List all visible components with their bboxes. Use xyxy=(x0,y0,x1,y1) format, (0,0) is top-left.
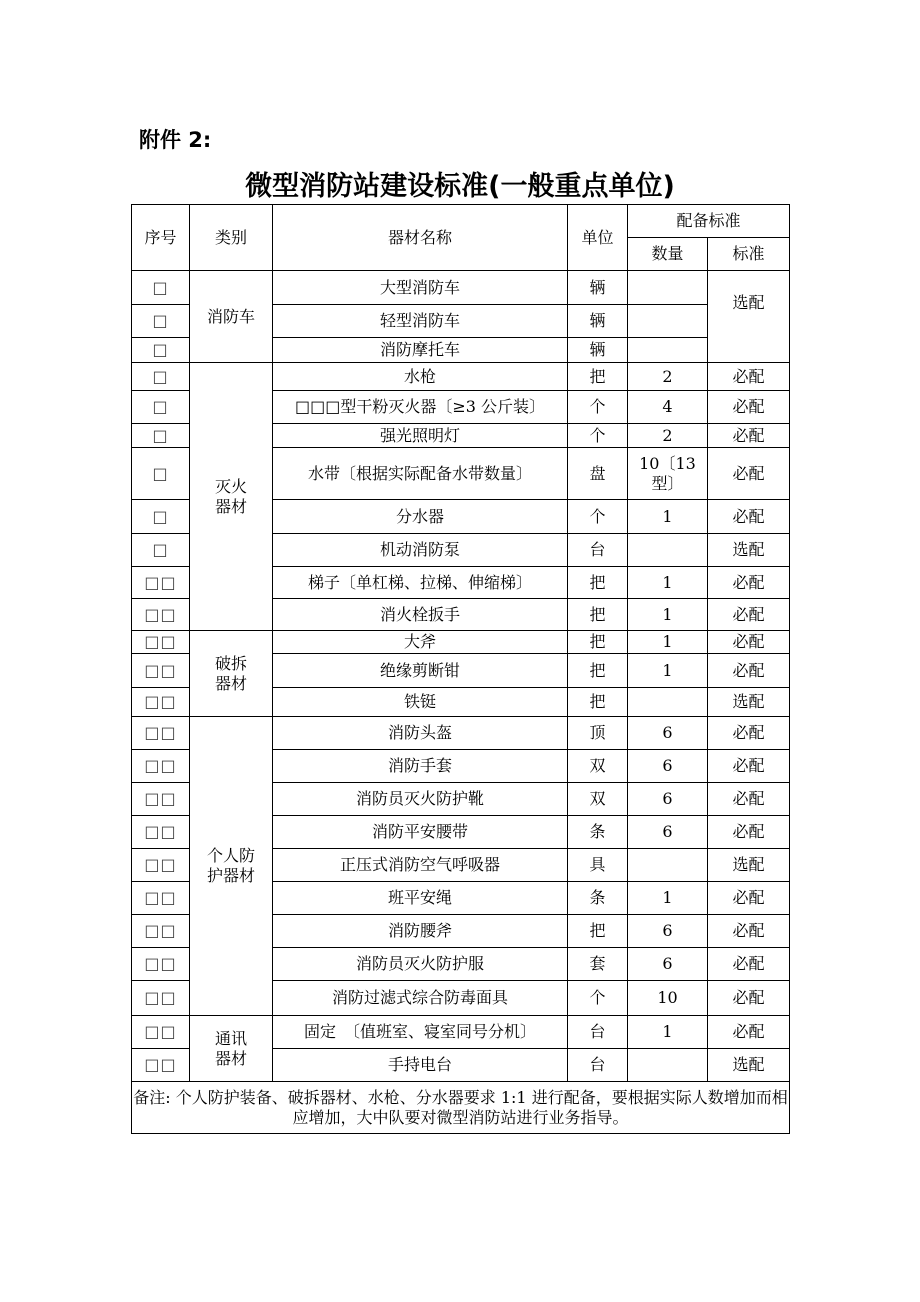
category-cell: 消防车 xyxy=(190,271,273,363)
row-std: 必配 xyxy=(708,783,790,816)
row-std: 必配 xyxy=(708,631,790,654)
row-qty xyxy=(628,305,708,338)
row-name: 手持电台 xyxy=(273,1049,568,1082)
row-seq: □□ xyxy=(132,688,190,717)
category-cell: 通讯器材 xyxy=(190,1016,273,1082)
row-seq: □ xyxy=(132,391,190,424)
row-unit: 双 xyxy=(568,783,628,816)
row-name: 水枪 xyxy=(273,363,568,391)
row-unit: 个 xyxy=(568,391,628,424)
row-unit: 把 xyxy=(568,915,628,948)
row-name: 消火栓扳手 xyxy=(273,599,568,631)
row-std: 必配 xyxy=(708,567,790,599)
row-std: 必配 xyxy=(708,882,790,915)
row-qty: 1 xyxy=(628,599,708,631)
row-seq: □□ xyxy=(132,717,190,750)
row-qty: 2 xyxy=(628,363,708,391)
row-unit: 台 xyxy=(568,1016,628,1049)
row-seq: □ xyxy=(132,534,190,567)
row-seq: □□ xyxy=(132,882,190,915)
row-unit: 把 xyxy=(568,631,628,654)
row-qty: 4 xyxy=(628,391,708,424)
row-std: 必配 xyxy=(708,448,790,500)
table-row xyxy=(132,717,790,750)
row-seq: □ xyxy=(132,338,190,363)
row-seq: □□ xyxy=(132,567,190,599)
header-standard: 标准 xyxy=(708,238,790,271)
row-name: 梯子〔单杠梯、拉梯、伸缩梯〕 xyxy=(273,567,568,599)
category-cell: 个人防护器材 xyxy=(190,717,273,1016)
row-std: 选配 xyxy=(708,1049,790,1082)
row-unit: 盘 xyxy=(568,448,628,500)
row-unit: 辆 xyxy=(568,305,628,338)
row-seq: □ xyxy=(132,500,190,534)
equipment-table xyxy=(131,204,790,1134)
row-std: 必配 xyxy=(708,750,790,783)
row-seq: □ xyxy=(132,424,190,448)
row-seq: □□ xyxy=(132,981,190,1016)
row-seq: □□ xyxy=(132,654,190,688)
header-name: 器材名称 xyxy=(273,205,568,271)
row-seq: □ xyxy=(132,305,190,338)
row-qty: 6 xyxy=(628,948,708,981)
row-seq: □□ xyxy=(132,849,190,882)
row-name: 消防摩托车 xyxy=(273,338,568,363)
category-cell: 破拆器材 xyxy=(190,631,273,717)
row-name: 消防平安腰带 xyxy=(273,816,568,849)
row-seq: □ xyxy=(132,271,190,305)
row-seq: □□ xyxy=(132,599,190,631)
row-qty: 1 xyxy=(628,631,708,654)
row-unit: 条 xyxy=(568,816,628,849)
row-name: 消防腰斧 xyxy=(273,915,568,948)
row-seq: □ xyxy=(132,363,190,391)
header-quantity: 数量 xyxy=(628,238,708,271)
row-name: 铁铤 xyxy=(273,688,568,717)
row-unit: 顶 xyxy=(568,717,628,750)
row-qty xyxy=(628,849,708,882)
row-qty: 1 xyxy=(628,1016,708,1049)
table-row xyxy=(132,1016,790,1049)
row-qty: 1 xyxy=(628,654,708,688)
table-row xyxy=(132,631,790,654)
header-seq: 序号 xyxy=(132,205,190,271)
row-unit: 条 xyxy=(568,882,628,915)
row-seq: □□ xyxy=(132,948,190,981)
row-std: 选配 xyxy=(708,271,790,363)
row-name: □□□型干粉灭火器〔≥3 公斤装〕 xyxy=(273,391,568,424)
row-name: 消防员灭火防护服 xyxy=(273,948,568,981)
row-std: 必配 xyxy=(708,717,790,750)
header-standard-group: 配备标准 xyxy=(628,205,790,238)
row-unit: 台 xyxy=(568,534,628,567)
row-std: 必配 xyxy=(708,363,790,391)
table-row xyxy=(132,363,790,391)
row-unit: 把 xyxy=(568,654,628,688)
table-note: 备注: 个人防护装备、破拆器材、水枪、分水器要求 1:1 进行配备，要根据实际人数增加而相应增加，大中队要对微型消防站进行业务指导。 xyxy=(132,1082,790,1134)
row-seq: □□ xyxy=(132,1016,190,1049)
row-name: 大斧 xyxy=(273,631,568,654)
row-unit: 个 xyxy=(568,981,628,1016)
row-name: 水带〔根据实际配备水带数量〕 xyxy=(273,448,568,500)
row-name: 轻型消防车 xyxy=(273,305,568,338)
row-seq: □□ xyxy=(132,783,190,816)
row-name: 消防手套 xyxy=(273,750,568,783)
row-name: 班平安绳 xyxy=(273,882,568,915)
row-unit: 把 xyxy=(568,567,628,599)
row-seq: □□ xyxy=(132,1049,190,1082)
row-qty: 2 xyxy=(628,424,708,448)
row-seq: □□ xyxy=(132,816,190,849)
row-unit: 把 xyxy=(568,363,628,391)
row-std: 必配 xyxy=(708,915,790,948)
category-cell: 灭火器材 xyxy=(190,363,273,631)
row-unit: 辆 xyxy=(568,271,628,305)
row-qty xyxy=(628,688,708,717)
row-unit: 双 xyxy=(568,750,628,783)
row-qty: 6 xyxy=(628,750,708,783)
table-row xyxy=(132,271,790,305)
row-name: 强光照明灯 xyxy=(273,424,568,448)
row-std: 必配 xyxy=(708,391,790,424)
row-name: 机动消防泵 xyxy=(273,534,568,567)
row-qty xyxy=(628,534,708,567)
row-std: 必配 xyxy=(708,599,790,631)
row-unit: 把 xyxy=(568,599,628,631)
row-std: 选配 xyxy=(708,534,790,567)
row-std: 必配 xyxy=(708,500,790,534)
row-std: 必配 xyxy=(708,816,790,849)
row-qty: 1 xyxy=(628,882,708,915)
row-qty: 10〔13型〕 xyxy=(628,448,708,500)
row-name: 消防过滤式综合防毒面具 xyxy=(273,981,568,1016)
row-qty: 1 xyxy=(628,567,708,599)
row-name: 固定 〔值班室、寝室同号分机〕 xyxy=(273,1016,568,1049)
row-std: 必配 xyxy=(708,1016,790,1049)
row-name: 分水器 xyxy=(273,500,568,534)
row-unit: 个 xyxy=(568,424,628,448)
page-title: 微型消防站建设标准(一般重点单位) xyxy=(245,171,675,202)
row-seq: □□ xyxy=(132,915,190,948)
row-unit: 台 xyxy=(568,1049,628,1082)
row-std: 必配 xyxy=(708,981,790,1016)
row-seq: □□ xyxy=(132,750,190,783)
row-unit: 把 xyxy=(568,688,628,717)
row-unit: 辆 xyxy=(568,338,628,363)
row-qty: 6 xyxy=(628,915,708,948)
row-qty: 10 xyxy=(628,981,708,1016)
row-qty: 6 xyxy=(628,717,708,750)
row-seq: □□ xyxy=(132,631,190,654)
row-unit: 具 xyxy=(568,849,628,882)
header-unit: 单位 xyxy=(568,205,628,271)
row-std: 必配 xyxy=(708,948,790,981)
row-unit: 个 xyxy=(568,500,628,534)
row-qty: 1 xyxy=(628,500,708,534)
row-std: 必配 xyxy=(708,654,790,688)
row-std: 选配 xyxy=(708,849,790,882)
row-unit: 套 xyxy=(568,948,628,981)
row-qty xyxy=(628,338,708,363)
row-name: 消防头盔 xyxy=(273,717,568,750)
attachment-label: 附件 2: xyxy=(139,128,212,152)
row-name: 消防员灭火防护靴 xyxy=(273,783,568,816)
row-qty: 6 xyxy=(628,783,708,816)
row-name: 大型消防车 xyxy=(273,271,568,305)
row-seq: □ xyxy=(132,448,190,500)
header-category: 类别 xyxy=(190,205,273,271)
row-name: 正压式消防空气呼吸器 xyxy=(273,849,568,882)
row-std: 必配 xyxy=(708,424,790,448)
row-qty: 6 xyxy=(628,816,708,849)
row-qty xyxy=(628,271,708,305)
row-qty xyxy=(628,1049,708,1082)
row-name: 绝缘剪断钳 xyxy=(273,654,568,688)
row-std: 选配 xyxy=(708,688,790,717)
